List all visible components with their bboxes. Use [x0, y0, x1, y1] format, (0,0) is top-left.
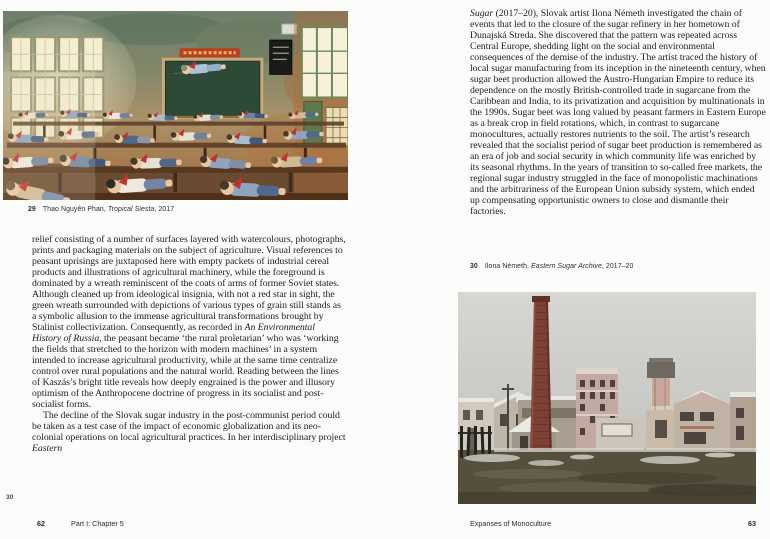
red-banner — [180, 48, 240, 57]
figure-29-caption: 29 Thao Nguyên Phan, Tropical Siesta, 2017 — [28, 206, 175, 213]
page-number-left: 62 — [37, 519, 45, 528]
right-body-text — [470, 8, 766, 217]
figure-30-margin-marker: 30 — [6, 494, 14, 501]
left-footer — [37, 519, 124, 528]
figure-30-eastern-sugar-archive — [458, 292, 756, 504]
chapter-label: Part I: Chapter 5 — [71, 519, 124, 528]
wall-sign — [270, 40, 292, 74]
artwork-image-tropical-siesta — [3, 11, 348, 200]
page-number-right: 63 — [748, 519, 756, 528]
paragraph: The decline of the Slovak sugar industry in the post-communist period could be taken as a test case of the impact of economic globalization and its neo-colonial operations on local agricultural practices. In her interdisciplinary project Eastern — [32, 410, 346, 454]
paragraph: relief consisting of a number of surfaces layered with watercolours, photographs, prints and packaging materials on the subject of agriculture. Visual references to peasant uprisings are juxtaposed here with empty packets of industrial cereal products and illustrations of agricultural machinery, while the foreground is dominated by a wreath reminiscent of the coats of arms of former Soviet states. Although cleaned up from ideological insignia, with not a red star in sight, the green wreath surrounded with depictions of various types of grain still stands as a symbolic allusion to the immense agricultural transformations brought by Stalinist collectivization. Consequently, as recorded in An Environmental History of Russia, the peasant became ‘the rural proletarian’ who was ‘working the fields that stretched to the horizon with modern machines’ in a system intended to increase agricultural productivity, while at the same time centralize control over rural populations and the natural world. Reading between the lines of Kaszás’s bright title reveals how deeply engrained is the power and illusory optimism of the Anthropocene doctrine of progress in its socialist and post-socialist forms. — [32, 234, 346, 410]
right-footer — [470, 519, 756, 528]
running-title: Expanses of Monoculture — [470, 519, 552, 528]
paragraph: Sugar (2017–20), Slovak artist Ilona Németh investigated the chain of events that led to the closure of the sugar refinery in her hometown of Dunajská Streda. She discovered that the pattern was repeated across Central Europe, shedding light on the social and environmental consequences of the demise of the industry. The artist traced the history of local sugar manufacturing from its inception in the nineteenth century, when sugar beet production allowed the Austro-Hungarian Empire to reduce its dependence on the mostly British-controlled trade in sugarcane from the Caribbean and India, to its privatization and acquisition by multinationals in the 1990s. Sugar beet was long valued by peasant farmers in Eastern Europe as a break crop in field rotations, which, in contrast to sugarcane monocultures, actually restores nutrients to the soil. The artist’s research revealed that the socialist period of sugar beet production is remembered as an era of job and social security in which community life was enriched by its seasonal rhythms. In the years of transition to so-called free markets, the regional sugar industry struggled in the face of monopolistic machinations and the arbitrariness of the European Union subsidy system, which ended up compensating opportunistic owners to close and dismantle their factories. — [470, 8, 766, 217]
photo-eastern-sugar-factory — [458, 292, 756, 504]
figure-29-tropical-siesta — [3, 11, 348, 200]
left-body-text — [32, 234, 346, 454]
light-wash — [3, 71, 95, 200]
figure-30-caption: 30 Ilona Németh, Eastern Sugar Archive, 2017–20 — [470, 263, 634, 270]
